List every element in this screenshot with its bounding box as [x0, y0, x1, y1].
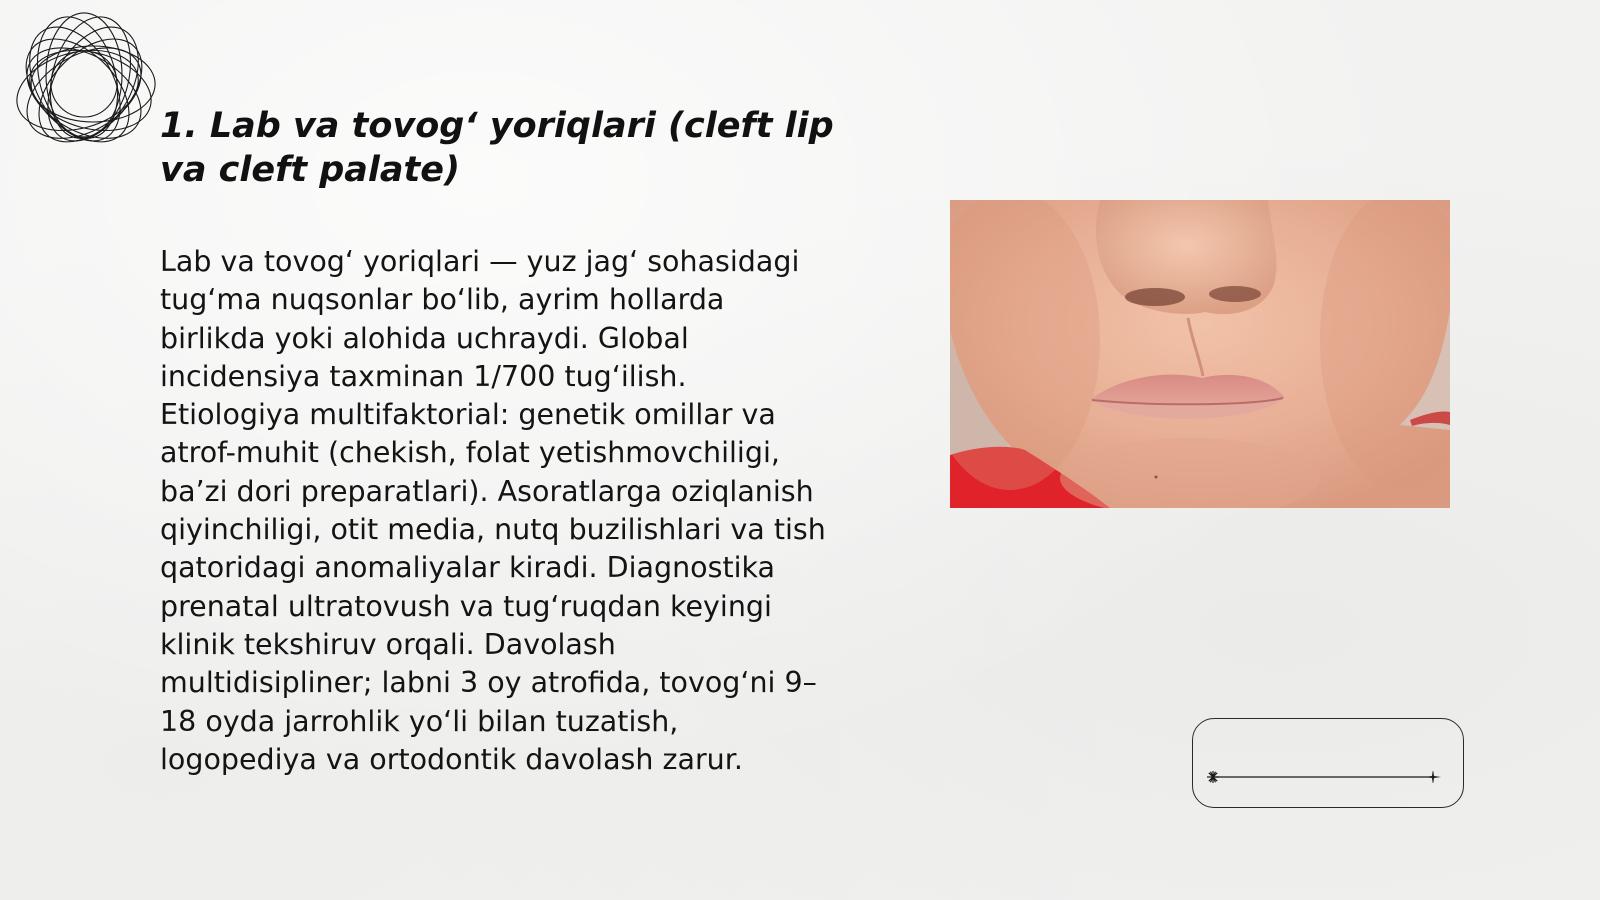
cleft-lip-photo: [950, 200, 1450, 508]
circular-rosette-icon: [10, 10, 158, 158]
sparkle-icon: [1425, 771, 1441, 783]
navigation-box: [1192, 718, 1464, 808]
starburst-icon: [1207, 771, 1219, 783]
decorative-line: [1205, 771, 1441, 783]
slide-body-text: Lab va tovog‘ yoriqlari — yuz jag‘ sohasidagi tug‘ma nuqsonlar bo‘lib, ayrim hollarda birlikda yoki alohida uchraydi. Global incidensiya taxminan 1/700 tug‘ilish. Etiologiya multifaktorial: genetik omillar va atrof-muhit (chekish, folat yetishmovchiligi, ba’zi dori preparatlari). Asoratlarga oziqlanish qiyinchiligi, otit media, nutq buzilishlari va tish qatoridagi anomaliyalar kiradi. Diagnostika prenatal ultratovush va tug‘ruqdan keyingi klinik tekshiruv orqali. Davolash multidisipliner; labni 3 oy atrofida, tovog‘ni 9–18 oyda jarrohlik yo‘li bilan tuzatish, logopediya va ortodontik davolash zarur.: [160, 245, 826, 776]
slide-title: 1. Lab va tovog‘ yoriqlari (cleft lip va cleft palate): [160, 106, 834, 190]
